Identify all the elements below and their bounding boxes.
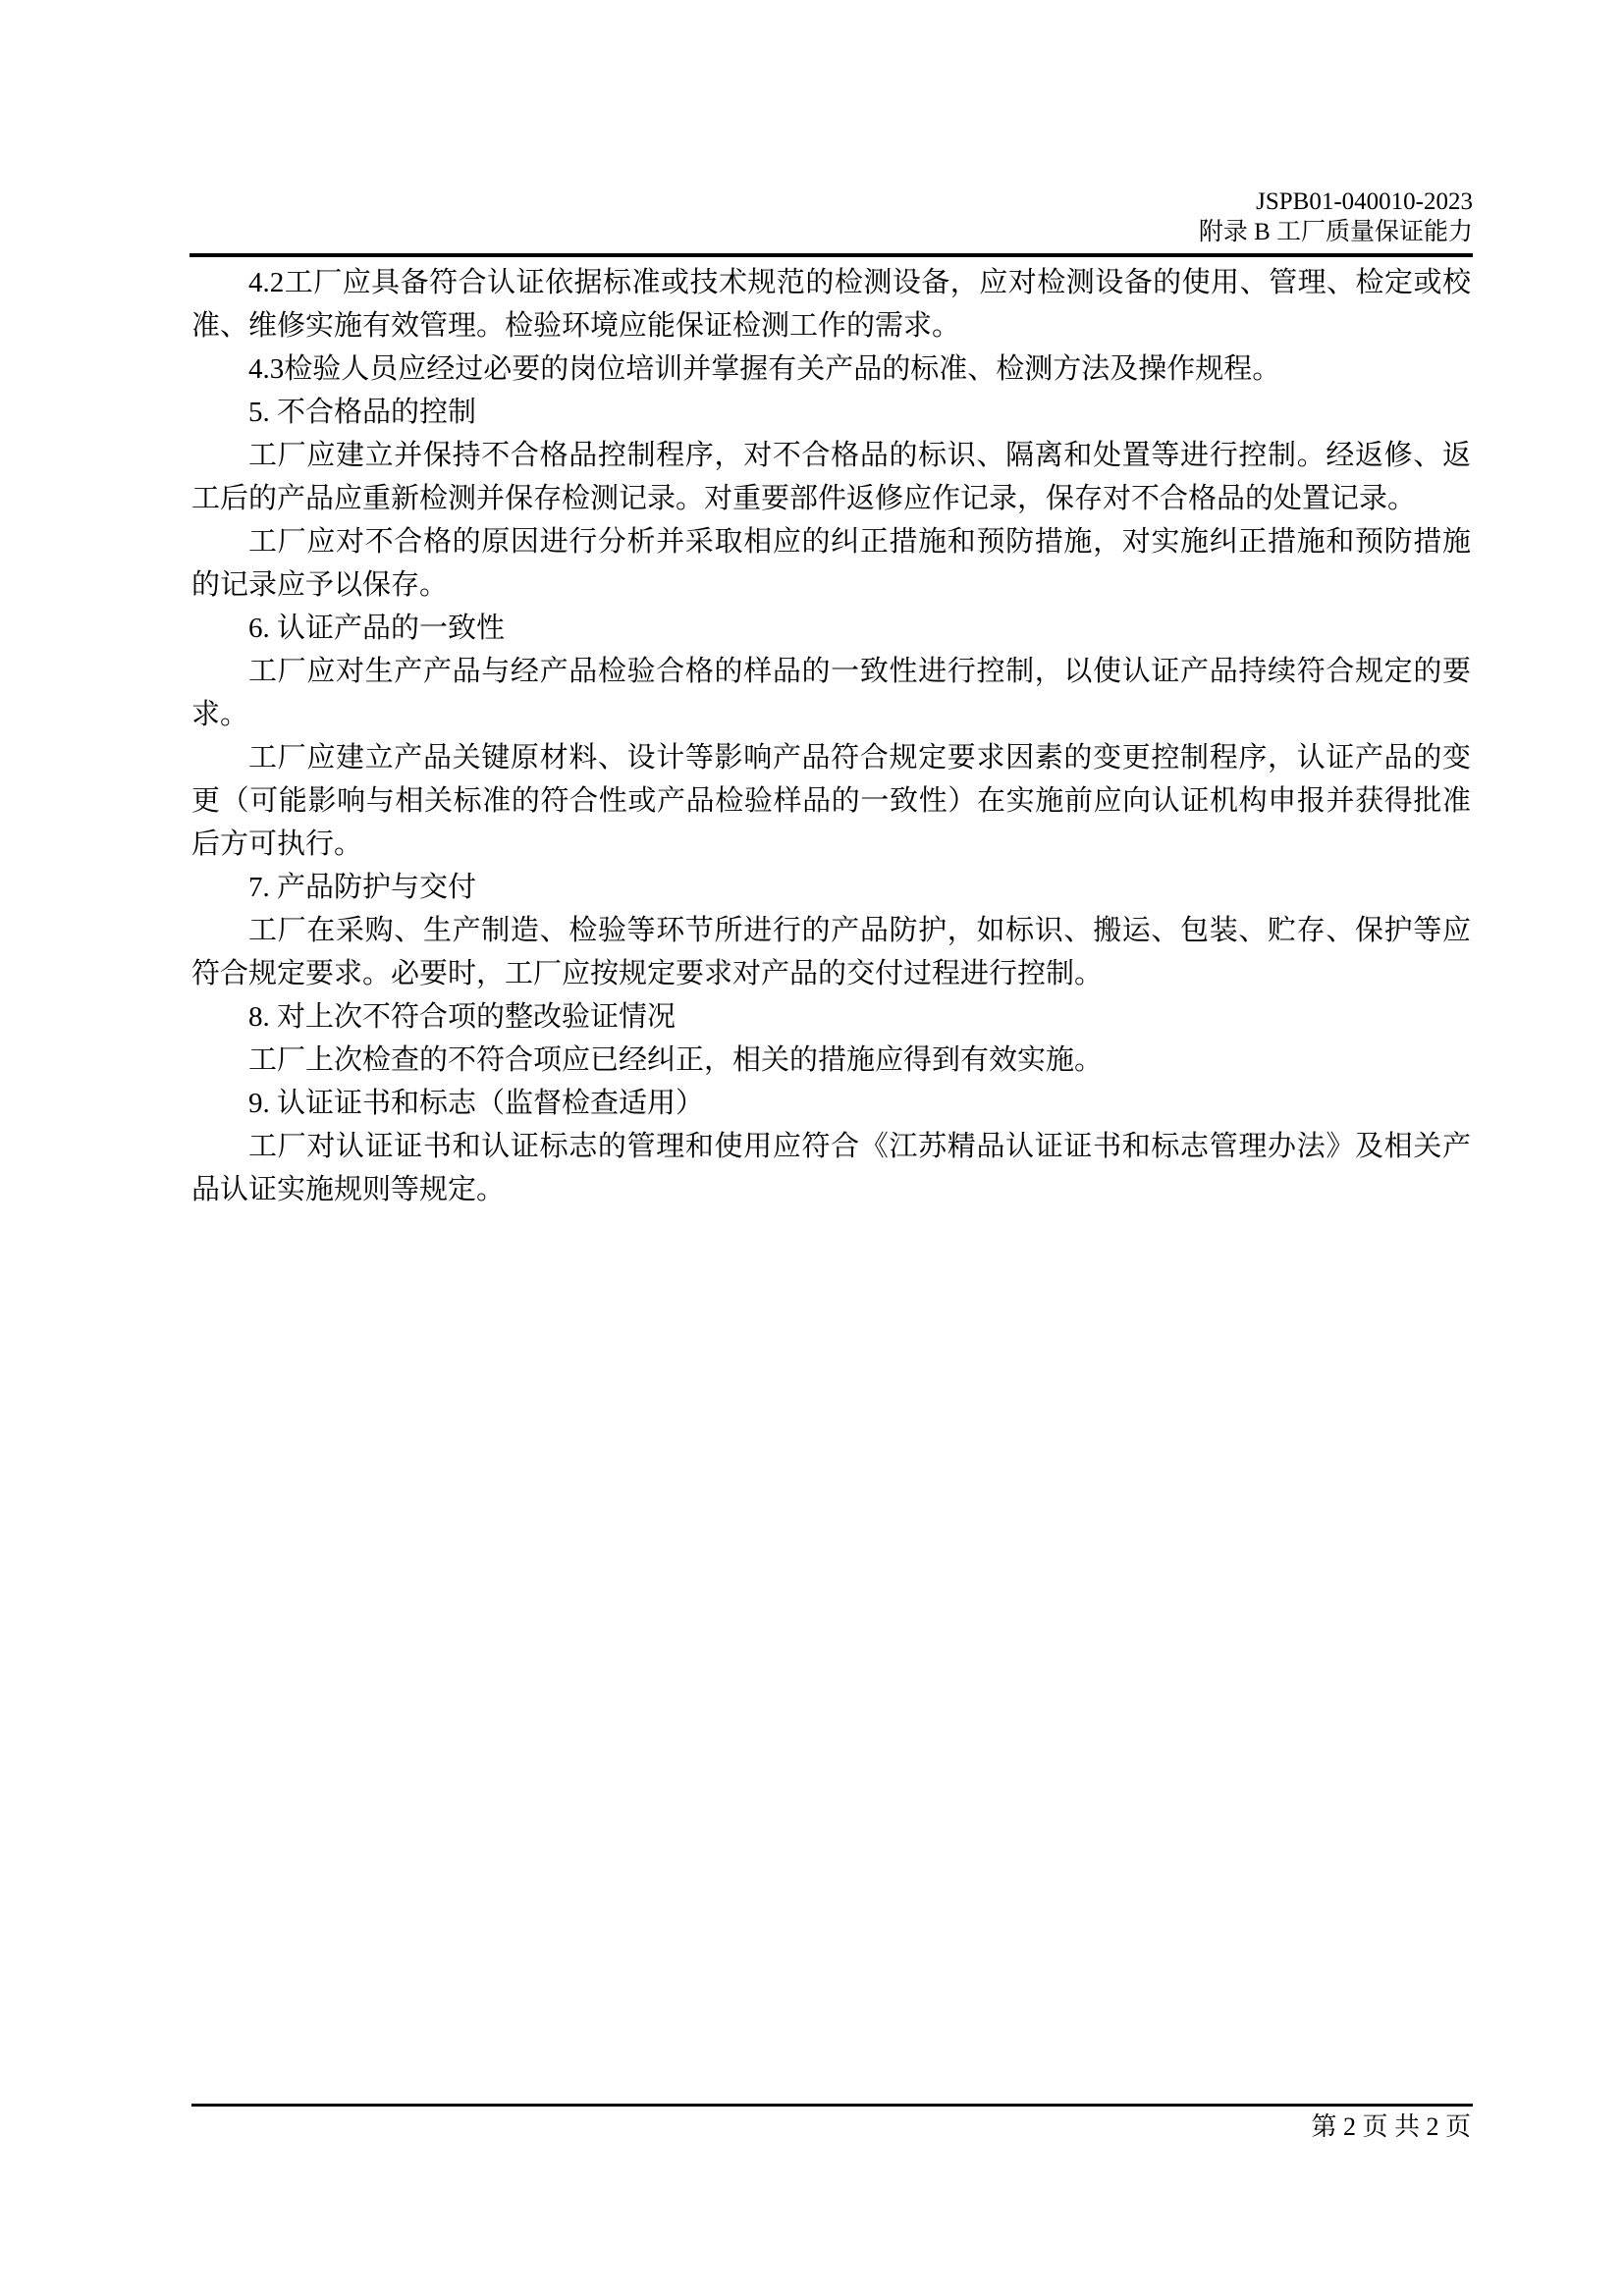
section-6-heading: 6. 认证产品的一致性 xyxy=(248,613,506,644)
section-7-paragraph: 工厂在采购、生产制造、检验等环节所进行的产品防护，如标识、搬运、包装、贮存、保护等应符合规定要求。必要时，工厂应按规定要求对产品的交付过程进行控制。 xyxy=(191,915,1471,989)
document-number: JSPB01-040010-2023 xyxy=(1256,188,1473,215)
section-5-paragraph-1: 工厂应建立并保持不合格品控制程序，对不合格品的标识、隔离和处置等进行控制。经返修、返工后的产品应重新检测并保存检测记录。对重要部件返修应作记录，保存对不合格品的处置记录。 xyxy=(191,440,1471,514)
footer-rule xyxy=(191,2104,1473,2107)
page-header xyxy=(189,187,1473,257)
section-8-heading: 8. 对上次不符合项的整改验证情况 xyxy=(248,1001,677,1033)
section-9-paragraph: 工厂对认证证书和认证标志的管理和使用应符合《江苏精品认证证书和标志管理办法》及相关产品认证实施规则等规定。 xyxy=(191,1131,1471,1205)
section-5-paragraph-2: 工厂应对不合格的原因进行分析并采取相应的纠正措施和预防措施，对实施纠正措施和预防措施的记录应予以保存。 xyxy=(191,526,1471,601)
section-6-paragraph-1: 工厂应对生产产品与经产品检验合格的样品的一致性进行控制，以使认证产品持续符合规定的要求。 xyxy=(191,656,1471,730)
section-6-paragraph-2: 工厂应建立产品关键原材料、设计等影响产品符合规定要求因素的变更控制程序，认证产品的变更（可能影响与相关标准的符合性或产品检验样品的一致性）在实施前应向认证机构申报并获得批准后方可执行。 xyxy=(191,742,1471,860)
page-footer xyxy=(191,2104,1473,2143)
paragraph-4-2: 4.2工厂应具备符合认证依据标准或技术规范的检测设备，应对检测设备的使用、管理、检定或校准、维修实施有效管理。检验环境应能保证检测工作的需求。 xyxy=(191,267,1471,342)
section-7-heading: 7. 产品防护与交付 xyxy=(248,872,477,903)
appendix-title: 附录 B 工厂质量保证能力 xyxy=(1198,219,1473,245)
header-rule xyxy=(189,253,1473,257)
document-body xyxy=(191,261,1471,1211)
paragraph-4-3: 4.3检验人员应经过必要的岗位培训并掌握有关产品的标准、检测方法及操作规程。 xyxy=(248,353,1281,385)
section-5-heading: 5. 不合格品的控制 xyxy=(248,397,477,428)
page-number: 第 2 页 共 2 页 xyxy=(1311,2112,1471,2141)
section-8-paragraph: 工厂上次检查的不符合项应已经纠正，相关的措施应得到有效实施。 xyxy=(248,1044,1104,1076)
section-9-heading: 9. 认证证书和标志（监督检查适用） xyxy=(248,1088,705,1119)
